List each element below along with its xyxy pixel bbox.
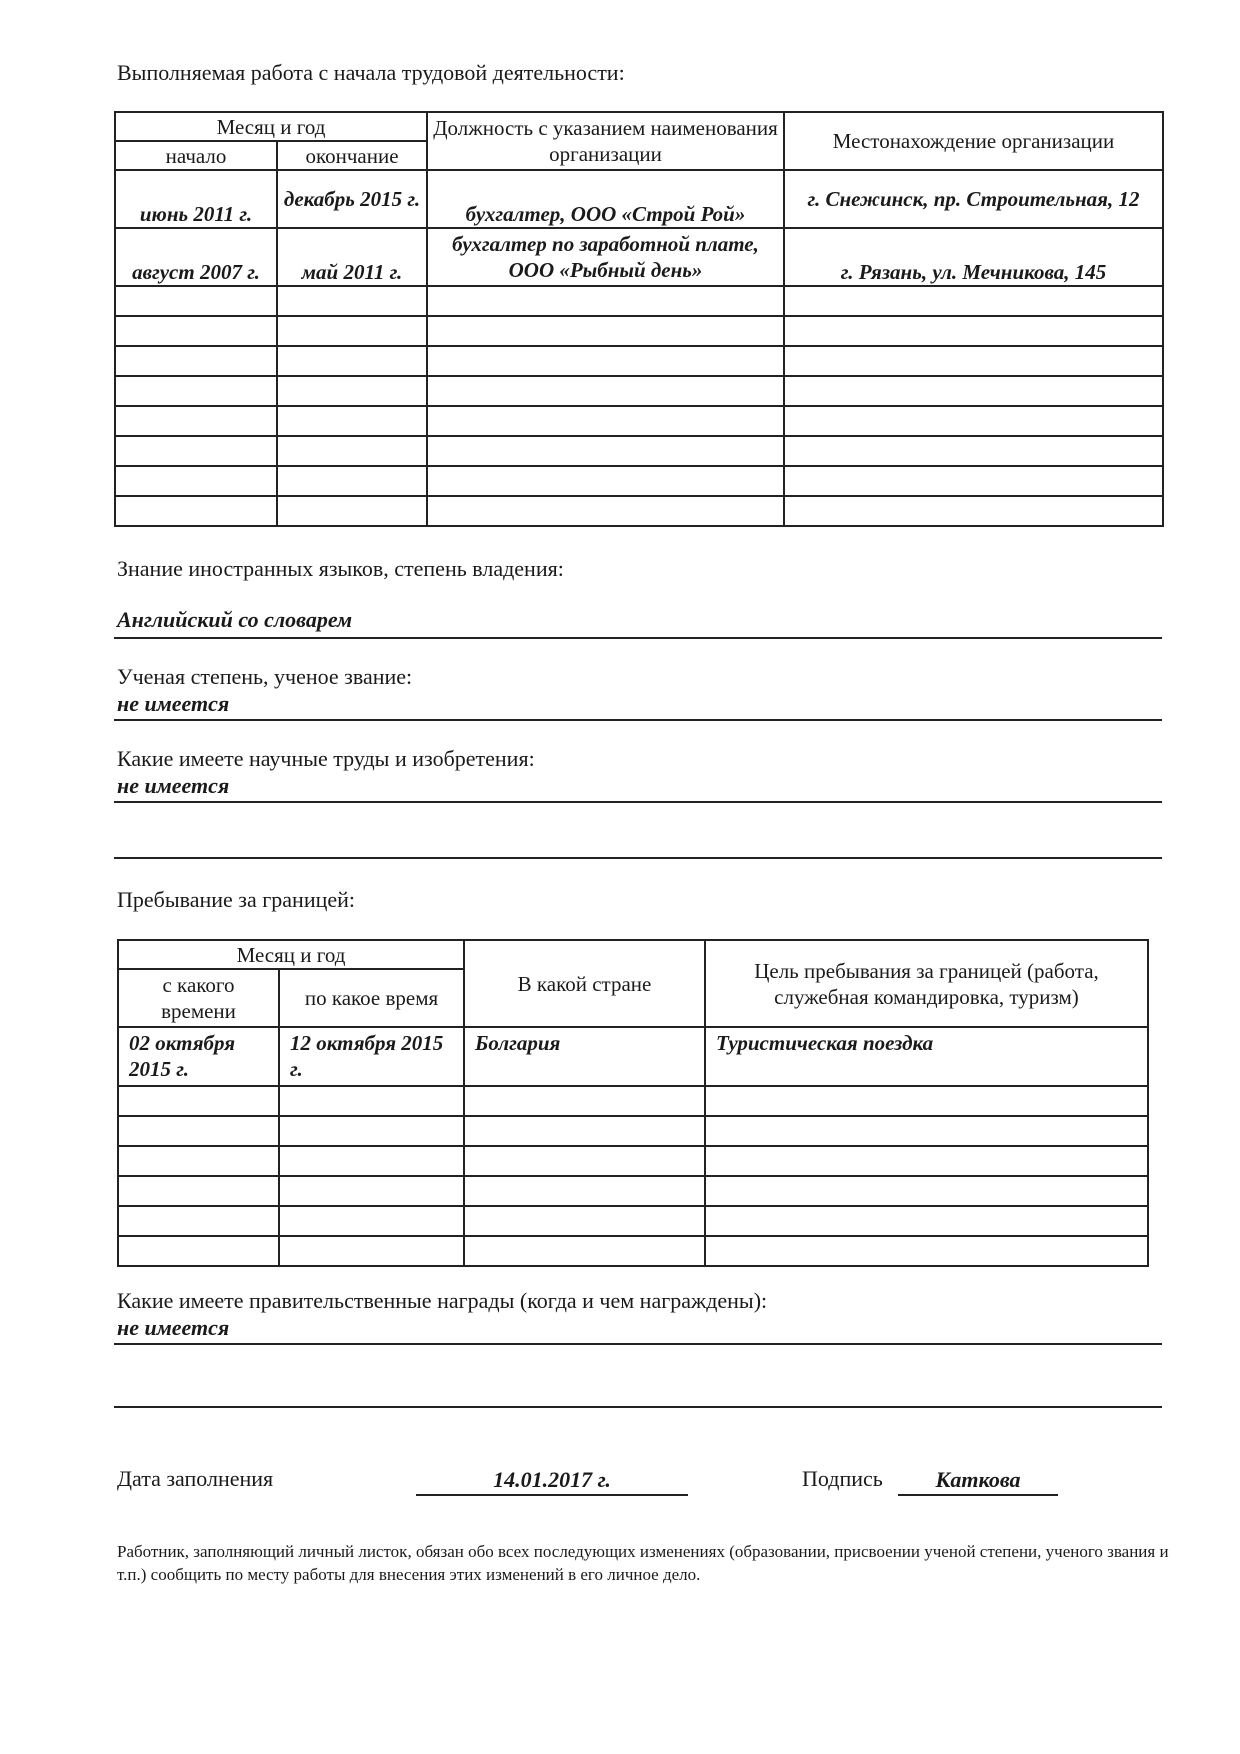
scientific-works-underline — [114, 801, 1162, 803]
work-month-year-header: Месяц и год — [115, 112, 427, 141]
abroad-country-cell: Болгария — [464, 1027, 705, 1086]
work-end-header: окончание — [277, 141, 427, 170]
languages-value: Английский со словарем — [117, 607, 353, 632]
signature-value: Каткова — [935, 1467, 1021, 1492]
empty-table-row — [118, 1116, 1148, 1146]
work-start-header: начало — [115, 141, 277, 170]
abroad-heading: Пребывание за границей: — [117, 887, 356, 912]
table-row — [118, 1027, 1148, 1086]
abroad-country-header: В какой стране — [464, 940, 705, 1027]
scientific-works-extra-line — [114, 857, 1162, 859]
empty-table-row — [115, 316, 1163, 346]
abroad-from-header: с какого времени — [118, 969, 279, 1027]
footnote: Работник, заполняющий личный листок, обязан обо всех последующих изменениях (образовании, присвоении ученой степени, ученого звания и т.п.) сообщить по месту работы для внесения этих изменений в его личное дело. — [117, 1542, 1169, 1584]
degree-value: не имеется — [117, 691, 230, 716]
empty-table-row — [118, 1236, 1148, 1266]
work-start-cell: июнь 2011 г. — [115, 170, 277, 228]
awards-value: не имеется — [117, 1315, 230, 1340]
work-end-cell: май 2011 г. — [277, 228, 427, 286]
signature-label: Подпись — [802, 1466, 883, 1491]
table-row — [115, 170, 1163, 228]
empty-table-row — [118, 1176, 1148, 1206]
work-location-cell: г. Снежинск, пр. Строительная, 12 — [784, 170, 1163, 228]
empty-table-row — [115, 496, 1163, 526]
work-header-row — [115, 112, 1163, 141]
awards-underline — [114, 1343, 1162, 1345]
work-position-cell: бухгалтер по заработной плате, ООО «Рыбный день» — [427, 228, 784, 286]
abroad-purpose-cell: Туристическая поездка — [705, 1027, 1148, 1086]
empty-table-row — [115, 286, 1163, 316]
abroad-from-cell: 02 октября 2015 г. — [118, 1027, 279, 1086]
awards-label: Какие имеете правительственные награды (когда и чем награждены): — [117, 1288, 768, 1313]
empty-table-row — [118, 1086, 1148, 1116]
fill-date-underline — [416, 1494, 688, 1496]
empty-table-row — [118, 1206, 1148, 1236]
table-row — [115, 228, 1163, 286]
empty-table-row — [115, 406, 1163, 436]
work-location-cell: г. Рязань, ул. Мечникова, 145 — [784, 228, 1163, 286]
empty-table-row — [115, 466, 1163, 496]
work-location-header: Местонахождение организации — [784, 112, 1163, 170]
work-history-heading: Выполняемая работа с начала трудовой деятельности: — [117, 60, 625, 85]
empty-table-row — [115, 376, 1163, 406]
abroad-purpose-header: Цель пребывания за границей (работа, служебная командировка, туризм) — [705, 940, 1148, 1027]
degree-label: Ученая степень, ученое звание: — [117, 664, 413, 689]
work-start-cell: август 2007 г. — [115, 228, 277, 286]
empty-table-row — [115, 436, 1163, 466]
awards-extra-line — [114, 1406, 1162, 1408]
degree-underline — [114, 719, 1162, 721]
abroad-to-cell: 12 октября 2015 г. — [279, 1027, 464, 1086]
empty-table-row — [115, 346, 1163, 376]
scientific-works-value: не имеется — [117, 773, 230, 798]
empty-table-row — [118, 1146, 1148, 1176]
work-position-header: Должность с указанием наименования организации — [427, 112, 784, 170]
scientific-works-label: Какие имеете научные труды и изобретения: — [117, 746, 535, 771]
abroad-table — [117, 939, 1149, 1267]
languages-underline — [114, 637, 1162, 639]
fill-date-label: Дата заполнения — [117, 1466, 274, 1491]
work-history-table — [114, 111, 1164, 527]
abroad-to-header: по какое время — [279, 969, 464, 1027]
signature-underline — [898, 1494, 1058, 1496]
fill-date-value: 14.01.2017 г. — [493, 1467, 611, 1492]
abroad-header-row — [118, 940, 1148, 969]
languages-label: Знание иностранных языков, степень владения: — [117, 556, 564, 581]
work-end-cell: декабрь 2015 г. — [277, 170, 427, 228]
abroad-month-year-header: Месяц и год — [118, 940, 464, 969]
work-position-cell: бухгалтер, ООО «Строй Рой» — [427, 170, 784, 228]
